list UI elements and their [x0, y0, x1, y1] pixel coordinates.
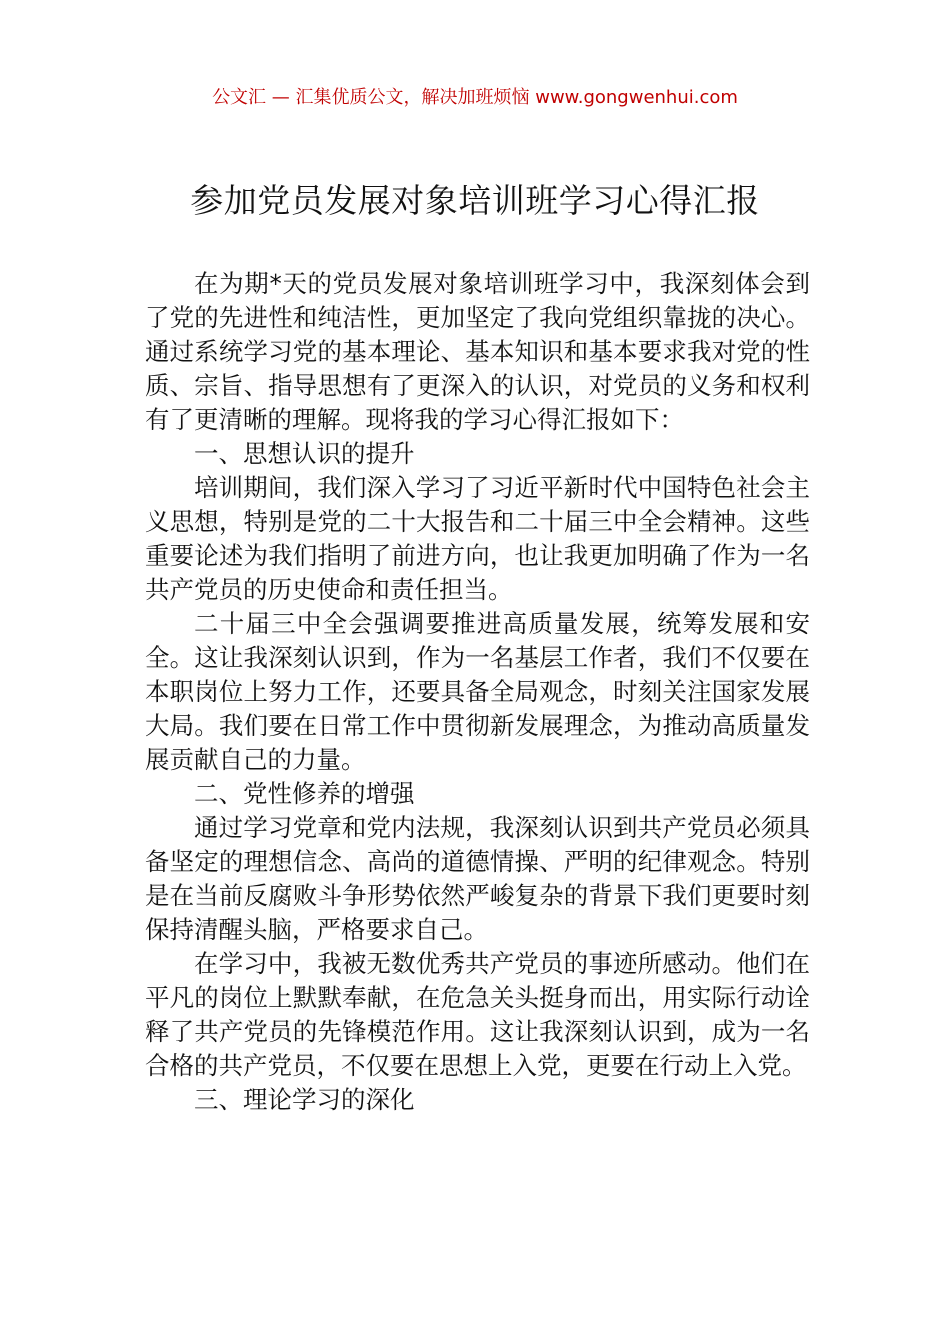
document-body: [145, 267, 810, 1117]
page-title: 参加党员发展对象培训班学习心得汇报: [190, 181, 760, 220]
section-heading-2: 二、党性修养的增强: [194, 779, 415, 808]
header-banner: 公文汇 — 汇集优质公文，解决加班烦恼 www.gongwenhui.com: [212, 87, 738, 108]
paragraph-intro: 在为期*天的党员发展对象培训班学习中，我深刻体会到了党的先进性和纯洁性，更加坚定了我向党组织靠拢的决心。通过系统学习党的基本理论、基本知识和基本要求我对党的性质、宗旨、指导思想有了更深入的认识，对党员的义务和权利有了更清晰的理解。现将我的学习心得汇报如下：: [145, 269, 810, 434]
paragraph-1-2: 二十届三中全会强调要推进高质量发展，统筹发展和安全。这让我深刻认识到，作为一名基层工作者，我们不仅要在本职岗位上努力工作，还要具备全局观念，时刻关注国家发展大局。我们要在日常工作中贯彻新发展理念，为推动高质量发展贡献自己的力量。: [145, 609, 810, 774]
paragraph-1-1: 培训期间，我们深入学习了习近平新时代中国特色社会主义思想，特别是党的二十大报告和二十届三中全会精神。这些重要论述为我们指明了前进方向，也让我更加明确了作为一名共产党员的历史使命和责任担当。: [145, 473, 810, 604]
section-heading-3: 三、理论学习的深化: [194, 1085, 415, 1114]
paragraph-2-2: 在学习中，我被无数优秀共产党员的事迹所感动。他们在平凡的岗位上默默奉献，在危急关头挺身而出，用实际行动诠释了共产党员的先锋模范作用。这让我深刻认识到，成为一名合格的共产党员，不仅要在思想上入党，更要在行动上入党。: [145, 949, 810, 1080]
section-heading-1: 一、思想认识的提升: [194, 439, 415, 468]
paragraph-2-1: 通过学习党章和党内法规，我深刻认识到共产党员必须具备坚定的理想信念、高尚的道德情操、严明的纪律观念。特别是在当前反腐败斗争形势依然严峻复杂的背景下我们更要时刻保持清醒头脑，严格要求自己。: [145, 813, 810, 944]
